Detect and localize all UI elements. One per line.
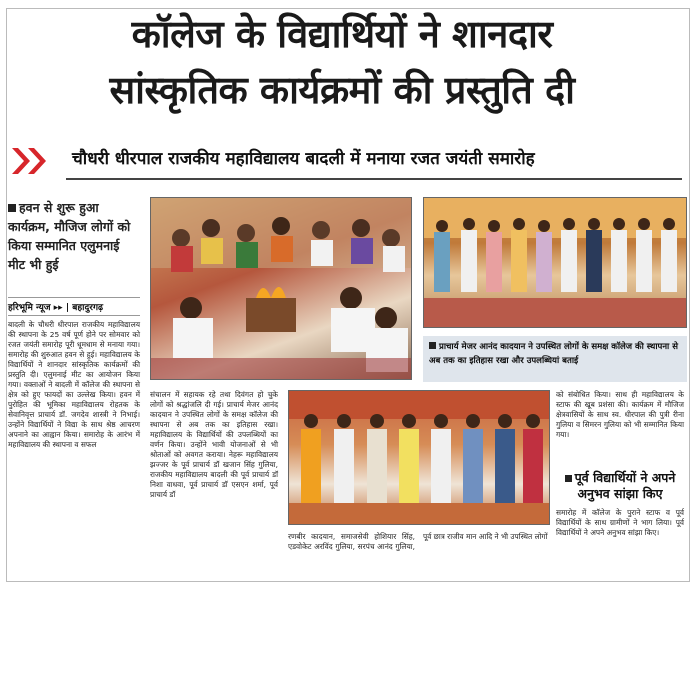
kicker-text: [8, 198, 140, 274]
photo-principal-address: [423, 197, 687, 328]
subheadline-rule: [66, 178, 682, 180]
photo-caption-text: प्राचार्य मेजर आनंद कादयान ने उपस्थित लोगों के समक्ष कॉलेज की स्थापना से अब तक का इतिहास रखा और उपलब्धियां बताई: [429, 342, 678, 366]
subhead-alumni-text: पूर्व विद्यार्थियों ने अपने अनुभव सांझा किए: [574, 470, 676, 501]
headline-line-1: कॉलेज के विद्यार्थियों ने शानदार: [131, 12, 553, 56]
subhead-alumni: [556, 470, 684, 502]
photo-cultural-performers: [288, 390, 550, 525]
photo-stage-illustration: [424, 198, 687, 328]
photo-havan-illustration: [151, 198, 412, 380]
subheadline: चौधरी धीरपाल राजकीय महाविद्यालय बादली में मनाया रजत जयंती समारोह: [72, 149, 535, 169]
article-column-4: को संबोधित किया। साथ ही महाविद्यालय के स्टाफ की खूब प्रशंसा की। कार्यक्रम में मौजिज क्षेत्रवासियों के साथ स्व. धीरपाल की पुत्री रीना गुलिया व सिमरन गुलिया को भी सम्मानित किया गया।: [556, 390, 684, 439]
article-column-5: समारोह में कॉलेज के पुराने स्टाफ व पूर्व विद्यार्थियों के साथ ग्रामीणों ने भाग लिया। पूर्व विद्यार्थियों ने अपने अनुभव सांझा किए।: [556, 508, 684, 537]
photo-performers-illustration: [289, 391, 550, 525]
square-bullet-icon: [8, 204, 16, 212]
square-bullet-icon: [429, 342, 436, 349]
article-column-2: संचालन में सहायक रहे तथा दिवंगत हो चुके लोगों को श्रद्धांजलि दी गई। प्राचार्य मेजर आनंद कादयान ने उपस्थित लोगों के समक्ष कॉलेज की स्थापना से अब तक का इतिहास रखा। महाविद्यालय के विद्यार्थियों की उपलब्धियों का वर्णन किया। उन्होंने भावी योजनाओं से भी श्रोताओं को अवगत कराया। नेहरू महाविद्यालय झज्जर के पूर्व प्राचार्य डॉ खजान सिंह गुलिया, राजकीय महाविद्यालय बादली की पूर्व प्राचार्य डॉ निशा वाधवा, पूर्व प्राचार्य डॉ एसएन शर्मा, पूर्व प्राचार्य डॉ: [150, 390, 278, 499]
kicker-label: हवन से शुरू हुआ कार्यक्रम, मौजिज लोगों को किया सम्मानित एलुमनाई मीट भी हुई: [8, 200, 131, 272]
square-bullet-icon: [565, 475, 572, 482]
byline: हरिभूमि न्यूज ▸▸ | बहादुरगढ़: [8, 297, 140, 316]
article-column-1: बादली के चौधरी धीरपाल राजकीय महाविद्यालय की स्थापना के 25 वर्ष पूर्ण होने पर सोमवार को रजत जयंती समारोह पूरी धूमधाम से मनाया गया। समारोह की शुरुआत हवन से हुई। महाविद्यालय के विद्यार्थियों ने शानदार सांस्कृतिक कार्यक्रमों की प्रस्तुति दी। एलुमनाई मीट का आयोजन किया गया। वक्ताओं ने बादली में कॉलेज की स्थापना से क्षेत्र को हुए फायदों का उल्लेख किया। हवन में पुरोहित की भूमिका महाविद्यालय रोहतक के सेवानिवृत्त प्राचार्य डॉ. जगदेव शास्त्री ने निभाई। उन्होंने विद्यार्थियों ने विद्या के साथ श्रेष्ठ आचरण अपनाने का आह्वान किया। समारोह के आरंभ में महाविद्यालय की स्थापना व सफल: [8, 320, 140, 449]
kicker-box: [8, 198, 140, 274]
headline-line-2: सांस्कृतिक कार्यक्रमों की प्रस्तुति दी: [109, 68, 575, 112]
subheadline-bar: [6, 138, 678, 182]
double-chevron-right-icon: [10, 146, 50, 176]
photo-havan-ceremony: [150, 197, 412, 380]
article-column-3: रणबीर कादयान, समाजसेवी होशियार सिंह, एडवोकेट अरविंद गुलिया, सरपंच आनंद गुलिया, पूर्व छात्र राजीव मान आदि ने भी उपस्थित लोगों: [288, 532, 548, 551]
photo-caption: [423, 336, 687, 382]
